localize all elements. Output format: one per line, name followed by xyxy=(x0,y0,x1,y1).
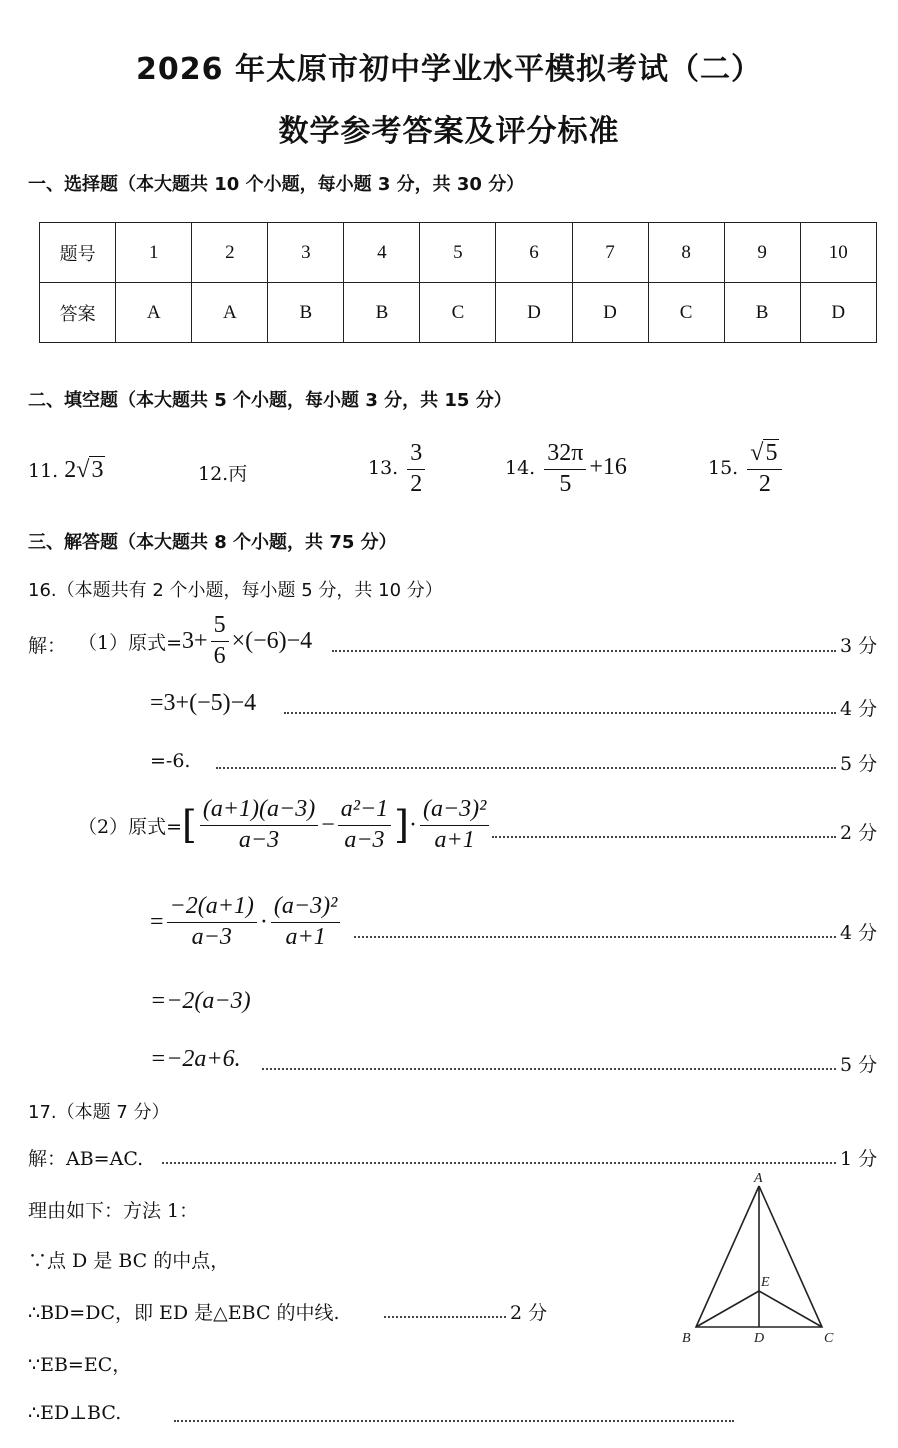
exam-title: 2026 年太原市初中学业水平模拟考试（二） xyxy=(136,52,762,87)
score-mark: 5 分 xyxy=(840,753,878,775)
table-cell: 2 xyxy=(192,223,268,283)
dot-leader xyxy=(216,767,836,769)
q13-fraction xyxy=(407,440,425,498)
q14-fraction xyxy=(544,440,586,498)
frac-num: a²−1 xyxy=(338,796,391,826)
table-cell: C xyxy=(420,283,496,343)
q15-num: √5 xyxy=(747,440,782,470)
table-cell: A xyxy=(116,283,192,343)
table-cell: 1 xyxy=(116,223,192,283)
q16-p2-label: （2）原式= xyxy=(78,815,183,838)
q11-value: 2√3 xyxy=(64,457,104,483)
table-row-numbers xyxy=(40,223,877,283)
score-mark: 2 分 xyxy=(510,1302,548,1324)
answer-q12 xyxy=(198,459,247,486)
label-d: D xyxy=(754,1331,765,1346)
frac-den: a+1 xyxy=(434,826,475,853)
frac-num: (a+1)(a−3) xyxy=(200,796,318,826)
table-cell: D xyxy=(496,283,572,343)
q17-reason-line: 理由如下：方法 1： xyxy=(28,1200,199,1222)
dot-leader xyxy=(492,836,836,838)
score-mark: 1 分 xyxy=(840,1148,878,1170)
q16-p1-line1 xyxy=(78,612,312,670)
q16-p1-line2: =3+(−5)−4 xyxy=(150,690,257,716)
q16-p2-line1 xyxy=(78,796,492,854)
q16-p1-a: 3+ xyxy=(182,627,208,654)
triangle-figure xyxy=(670,1172,850,1352)
q15-radicand: 5 xyxy=(765,440,778,466)
dot-operator: · xyxy=(259,908,268,935)
q13-den: 2 xyxy=(410,470,423,497)
q16-p1-den: 6 xyxy=(213,642,226,669)
score-mark: 2 分 xyxy=(840,822,878,844)
q14-num: 32π xyxy=(544,440,586,470)
dot-leader xyxy=(332,650,836,652)
q17-line4: ∴ED⊥BC. xyxy=(28,1402,122,1424)
table-cell: D xyxy=(572,283,648,343)
segment-ce xyxy=(759,1291,822,1327)
q16-p1-fraction xyxy=(211,612,229,670)
answer-q14 xyxy=(505,440,627,498)
q16-solve-label: 解： xyxy=(28,635,67,657)
frac-num: (a−3)² xyxy=(271,893,340,923)
table-cell: 5 xyxy=(420,223,496,283)
q16-p1-line3: =-6. xyxy=(150,750,191,772)
right-bracket: ] xyxy=(394,803,409,848)
q11-label: 11. xyxy=(28,460,59,482)
q13-num: 3 xyxy=(407,440,425,470)
answer-table xyxy=(39,222,877,343)
q12-label: 12. xyxy=(198,463,229,485)
q13-label: 13. xyxy=(368,457,399,480)
dot-leader xyxy=(284,712,836,714)
q17-line1: ∵点 D 是 BC 的中点， xyxy=(28,1250,230,1272)
q16-p2-line2 xyxy=(150,893,343,951)
equals-sign: = xyxy=(150,908,164,935)
label-c: C xyxy=(824,1331,834,1346)
section-heading-choice: 一、选择题（本大题共 10 个小题，每小题 3 分，共 30 分） xyxy=(28,174,525,195)
dot-operator: · xyxy=(408,811,417,838)
table-cell: 6 xyxy=(496,223,572,283)
q17-heading: 17.（本题 7 分） xyxy=(28,1102,170,1123)
q15-den: 2 xyxy=(758,470,771,497)
q17-line2: ∴BD=DC，即 ED 是△EBC 的中线. xyxy=(28,1302,340,1324)
q16-p2-frac5 xyxy=(271,893,340,951)
table-cell: A xyxy=(192,283,268,343)
q11-coef: 2 xyxy=(64,457,77,483)
q16-p2-line3: =−2(a−3) xyxy=(150,988,251,1014)
table-cell: C xyxy=(648,283,724,343)
q16-heading: 16.（本题共有 2 个小题，每小题 5 分，共 10 分） xyxy=(28,580,443,601)
q11-radicand: 3 xyxy=(91,457,104,483)
answer-q13 xyxy=(368,440,428,498)
frac-den: a−3 xyxy=(238,826,280,853)
q16-p2-frac4 xyxy=(167,893,257,951)
table-cell: B xyxy=(724,283,800,343)
table-cell: B xyxy=(268,283,344,343)
dot-leader xyxy=(162,1162,836,1164)
label-e: E xyxy=(761,1275,770,1290)
q15-fraction xyxy=(747,440,782,498)
dot-leader xyxy=(174,1420,734,1422)
section-heading-solve: 三、解答题（本大题共 8 个小题，共 75 分） xyxy=(28,532,397,553)
table-cell: 7 xyxy=(572,223,648,283)
row-label-number: 题号 xyxy=(40,223,116,283)
q16-p2-frac3 xyxy=(420,796,489,854)
q17-solve-line: 解：AB=AC. xyxy=(28,1148,144,1170)
section-heading-fill: 二、填空题（本大题共 5 个小题，每小题 3 分，共 15 分） xyxy=(28,390,512,411)
minus-sign: − xyxy=(321,811,335,838)
q14-den: 5 xyxy=(559,470,572,497)
frac-den: a−3 xyxy=(191,923,232,950)
q17-line3: ∵EB=EC， xyxy=(28,1354,132,1376)
left-bracket: [ xyxy=(182,803,197,848)
label-b: B xyxy=(682,1331,691,1346)
score-mark: 5 分 xyxy=(840,1054,878,1076)
table-cell: 4 xyxy=(344,223,420,283)
frac-num: −2(a+1) xyxy=(167,893,257,923)
frac-num: (a−3)² xyxy=(420,796,489,826)
table-cell: 8 xyxy=(648,223,724,283)
score-mark: 4 分 xyxy=(840,922,878,944)
row-label-answer: 答案 xyxy=(40,283,116,343)
table-cell: 3 xyxy=(268,223,344,283)
table-cell: 9 xyxy=(724,223,800,283)
q16-p2-frac2 xyxy=(338,796,391,854)
score-mark: 3 分 xyxy=(840,635,878,657)
dot-leader xyxy=(354,936,836,938)
frac-den: a−3 xyxy=(344,826,385,853)
table-cell: D xyxy=(800,283,876,343)
q16-p1-b: ×(−6)−4 xyxy=(231,627,313,654)
dot-leader xyxy=(262,1068,836,1070)
score-mark: 4 分 xyxy=(840,698,878,720)
frac-den: a+1 xyxy=(285,923,326,950)
q16-p1-num: 5 xyxy=(211,612,229,642)
label-a: A xyxy=(754,1172,763,1186)
q16-p1-label: （1）原式= xyxy=(78,631,183,654)
q16-p2-line4: =−2a+6. xyxy=(150,1046,241,1072)
q14-label: 14. xyxy=(505,457,536,480)
answer-q15 xyxy=(708,440,785,498)
q14-tail: +16 xyxy=(589,454,627,481)
answer-q11 xyxy=(28,457,105,484)
dot-leader xyxy=(384,1316,506,1318)
q12-value: 丙 xyxy=(228,463,248,485)
table-cell: 10 xyxy=(800,223,876,283)
table-row-answers xyxy=(40,283,877,343)
q15-label: 15. xyxy=(708,457,739,480)
table-cell: B xyxy=(344,283,420,343)
q16-p2-frac1 xyxy=(200,796,318,854)
answer-key-title: 数学参考答案及评分标准 xyxy=(278,114,620,149)
segment-be xyxy=(696,1291,759,1327)
